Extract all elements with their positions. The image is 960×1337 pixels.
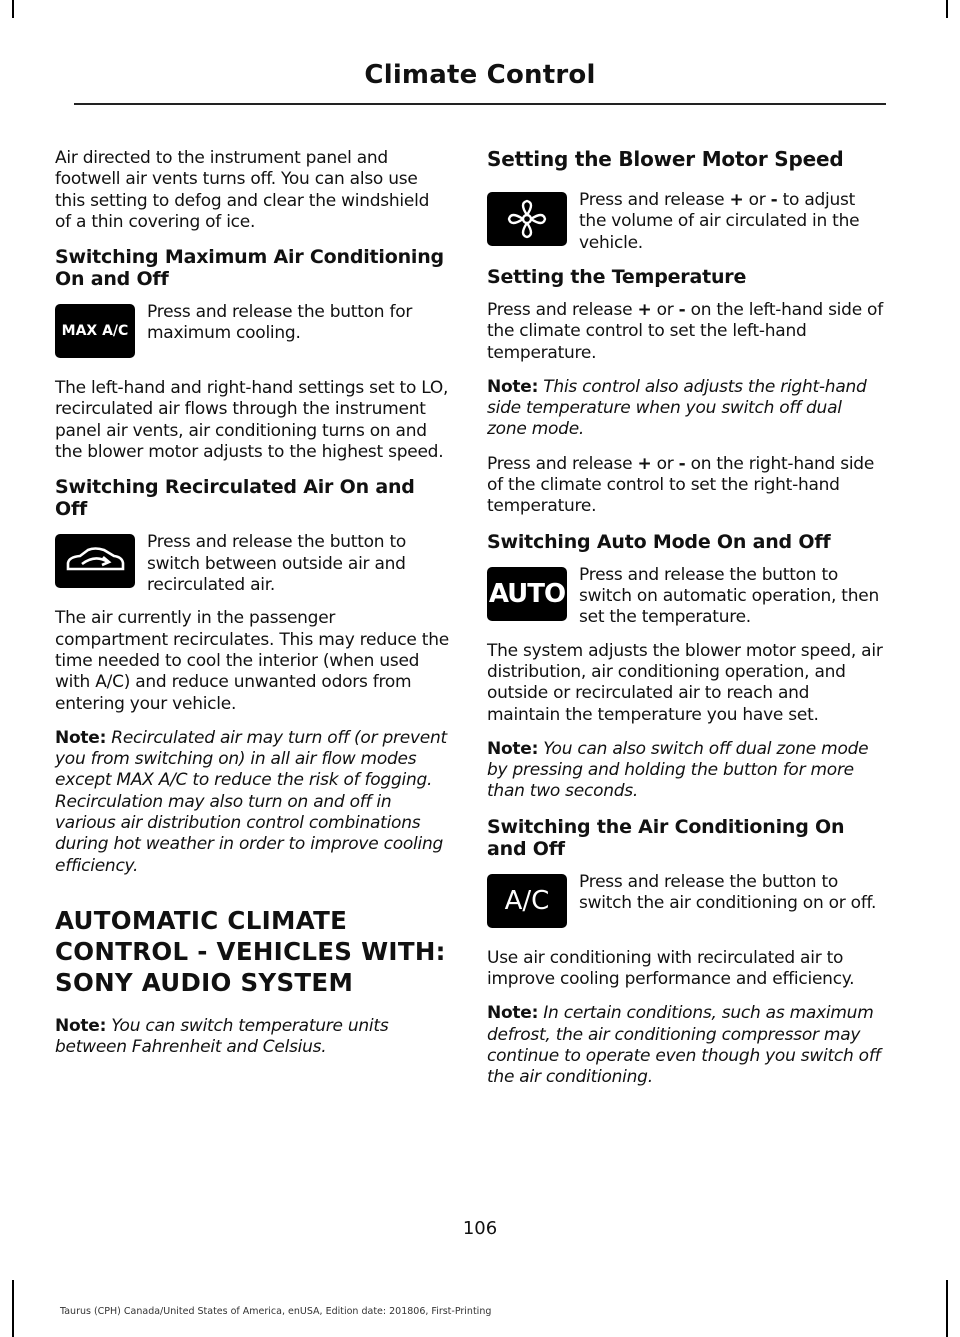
recirc-body: The air currently in the passenger compartment recirculates. This may reduce the time needed to cool the interior (when used with A/C) and reduce unwanted odors from entering your vehicle.	[55, 608, 449, 714]
minus-symbol: -	[678, 300, 686, 320]
ac-icon	[487, 874, 567, 928]
max-ac-heading: Switching Maximum Air Conditioning On and Off	[55, 246, 444, 291]
auto-instruction-row	[487, 565, 883, 629]
minus-symbol: -	[678, 453, 686, 474]
temperature-note-text: This control also adjusts the right-hand side temperature when you switch off dual zone mode.	[487, 376, 867, 440]
temperature-left-paragraph	[487, 300, 883, 364]
fan-icon	[487, 192, 567, 246]
right-column	[487, 148, 883, 1102]
temp-right-post: on the right-hand side of the climate control to set the right-hand temperature.	[487, 453, 875, 517]
auto-icon-label: AUTO	[488, 578, 566, 609]
auto-note-text: You can also switch off dual zone mode by pressing and holding the button for more than two seconds.	[487, 738, 869, 802]
ac-instruction: Press and release the button to switch the air conditioning on or off.	[579, 871, 877, 914]
auto-body: The system adjusts the blower motor speed, air distribution, air conditioning operation, and outside or recirculated air to reach and maintain the temperature you have set.	[487, 640, 883, 725]
section-title-line3: SONY AUDIO SYSTEM	[55, 967, 354, 997]
max-ac-instruction-row	[55, 302, 450, 366]
recirc-note-text: Recirculated air may turn off (or prevent you from switching on) in all air flow modes except MAX A/C to reduce the risk of fogging. Recirculation may also turn on and off in various air distribution control combinations during hot weather in order to improve cooling efficiency.	[55, 727, 447, 876]
crop-mark-top-right	[946, 0, 948, 18]
plus-symbol: +	[729, 190, 744, 210]
recirc-note	[55, 728, 450, 877]
blower-instruction-pre: Press and release	[579, 190, 730, 210]
blower-instruction-row	[487, 190, 883, 254]
ac-note-label: Note:	[487, 1003, 539, 1024]
recirculation-car-icon	[55, 534, 135, 588]
blower-instruction-post: to adjust the volume of air circulated in the vehicle.	[579, 190, 860, 253]
crop-mark-bottom-left	[12, 1280, 14, 1337]
temperature-heading: Setting the Temperature	[487, 266, 747, 288]
or-text: or	[651, 453, 679, 474]
auto-instruction: Press and release the button to switch on automatic operation, then set the temperature.	[579, 564, 879, 628]
max-ac-icon	[55, 304, 135, 358]
crop-mark-bottom-right	[946, 1280, 948, 1337]
temp-left-post: on the left-hand side of the climate control to set the left-hand temperature.	[487, 300, 883, 363]
ac-instruction-row	[487, 872, 883, 936]
crop-mark-top-left	[12, 0, 14, 18]
ac-body: Use air conditioning with recirculated air to improve cooling performance and efficiency.	[487, 947, 855, 990]
section-title-line1: AUTOMATIC CLIMATE	[55, 905, 348, 935]
intro-paragraph: Air directed to the instrument panel and footwell air vents turns off. You can also use this setting to defog and clear the windshield of a thin covering of ice.	[55, 148, 430, 232]
temp-right-pre: Press and release	[487, 453, 638, 474]
page-header-title: Climate Control	[364, 60, 596, 90]
blower-heading: Setting the Blower Motor Speed	[487, 147, 844, 171]
ac-icon-label: A/C	[504, 885, 550, 916]
temperature-right-paragraph	[487, 454, 883, 518]
auto-note-label: Note:	[487, 738, 539, 759]
max-ac-body: The left-hand and right-hand settings set to LO, recirculated air flows through the instrument panel air vents, air conditioning turns on and the blower motor adjusts to the highest speed.	[55, 378, 449, 463]
ac-note	[487, 1003, 883, 1088]
blower-instruction	[579, 190, 883, 254]
max-ac-instruction: Press and release the button for maximum cooling.	[147, 302, 413, 344]
auto-heading: Switching Auto Mode On and Off	[487, 530, 831, 553]
page-number: 106	[462, 1218, 498, 1239]
temperature-note	[487, 377, 883, 441]
units-note-label: Note:	[55, 1015, 107, 1036]
section-title	[55, 905, 450, 998]
plus-symbol: +	[637, 453, 652, 474]
or-text: or	[651, 300, 679, 320]
or-text: or	[743, 190, 771, 210]
recirc-heading: Switching Recirculated Air On and Off	[55, 476, 415, 521]
recirc-instruction-row	[55, 532, 450, 596]
left-column	[55, 148, 450, 1072]
plus-symbol: +	[637, 300, 652, 320]
footer-edition-info: Taurus (CPH) Canada/United States of America, enUSA, Edition date: 201806, First-Printing	[60, 1306, 492, 1317]
max-ac-icon-label: MAX A/C	[61, 323, 129, 340]
header-divider	[74, 103, 886, 105]
ac-note-text: In certain conditions, such as maximum defrost, the air conditioning compressor may continue to operate even though you switch off the air conditioning.	[487, 1003, 881, 1088]
recirc-instruction: Press and release the button to switch between outside air and recirculated air.	[147, 532, 407, 595]
ac-heading: Switching the Air Conditioning On and Off	[487, 815, 845, 860]
units-note	[55, 1016, 450, 1059]
minus-symbol: -	[770, 190, 778, 210]
auto-icon	[487, 567, 567, 621]
auto-note	[487, 739, 883, 803]
section-title-line2: CONTROL - VEHICLES WITH:	[55, 936, 446, 966]
temp-left-pre: Press and release	[487, 300, 638, 320]
recirc-note-label: Note:	[55, 727, 107, 748]
units-note-text: You can switch temperature units between Fahrenheit and Celsius.	[55, 1015, 389, 1058]
temperature-note-label: Note:	[487, 376, 539, 397]
